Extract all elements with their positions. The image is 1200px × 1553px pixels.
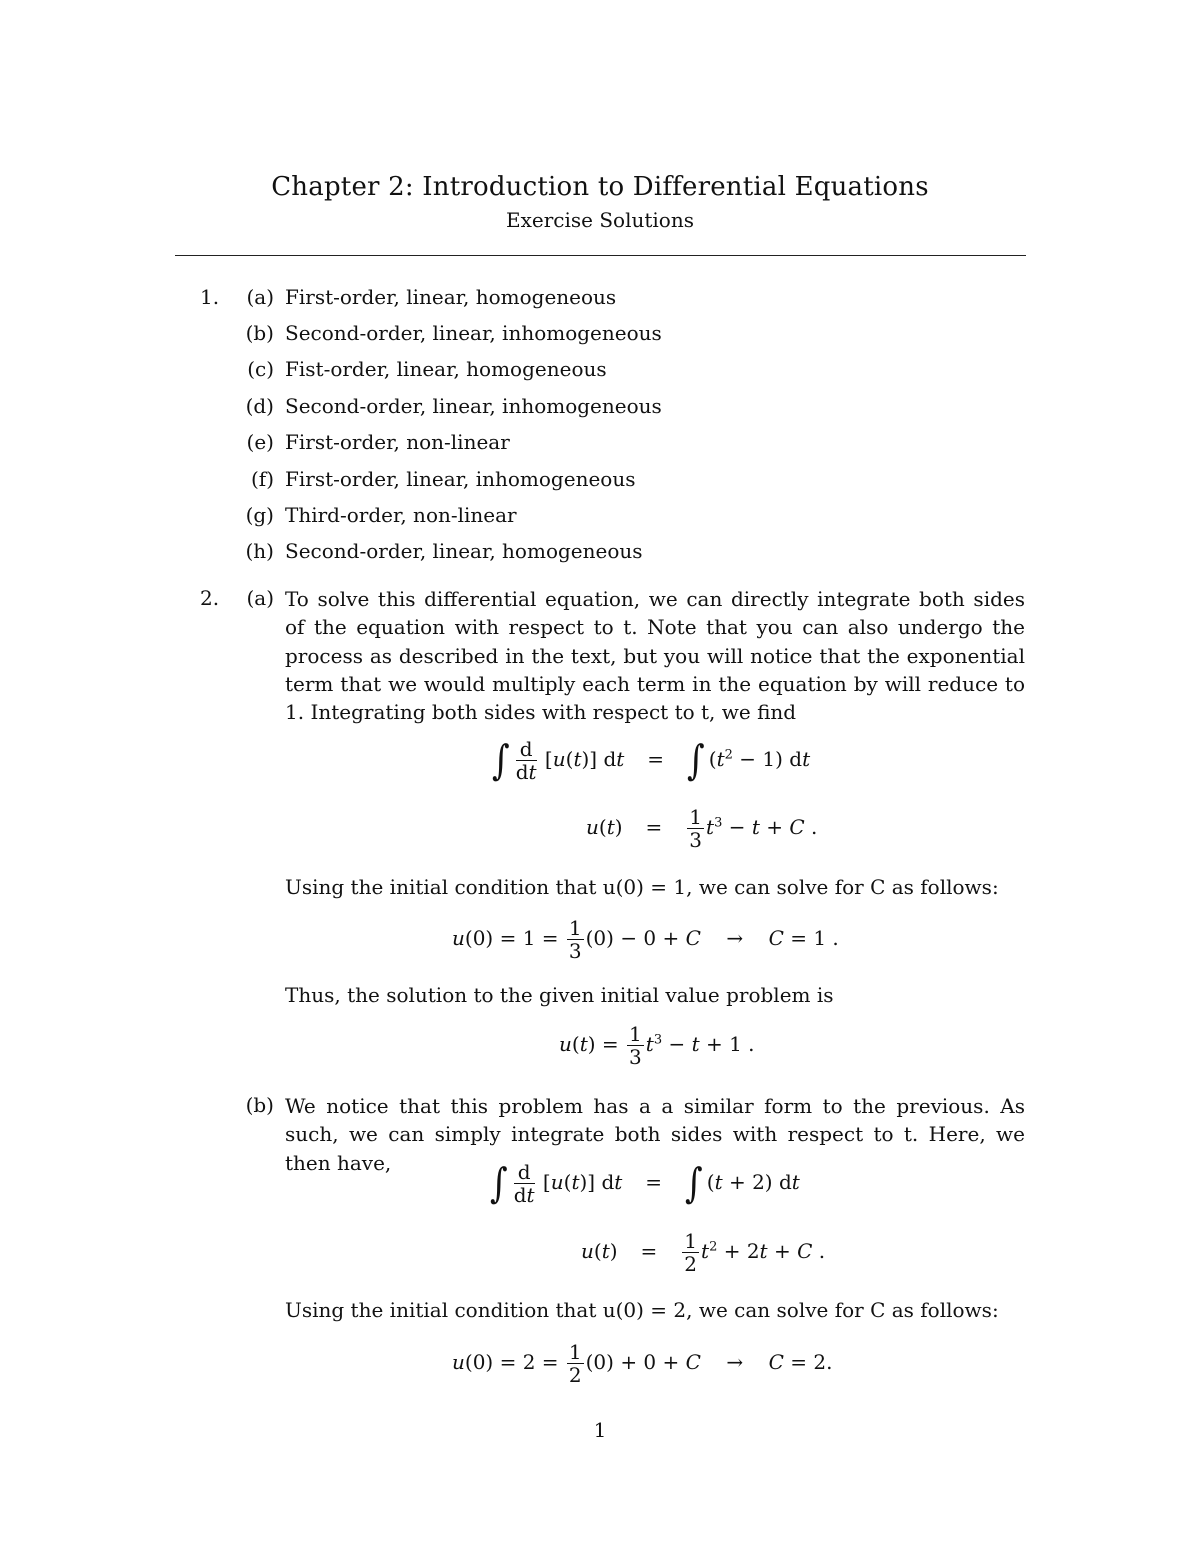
equation-final-solution-a: u(t) = $\frac{1}{3}$ $t^3 - t + 1$ .	[559, 1022, 755, 1069]
page-number: 1	[593, 1418, 607, 1442]
item-text: First-order, non-linear	[285, 430, 510, 454]
item-text: Third-order, non-linear	[285, 503, 517, 527]
item-text: Second-order, linear, homogeneous	[285, 539, 643, 563]
item-text: First-order, linear, homogeneous	[285, 285, 617, 309]
equation-initial-condition-a: u(0) = 1 = $\frac{1}{3}$ (0) − 0 + C → C = 1 .	[452, 916, 839, 963]
item-label: (f)	[250, 467, 274, 491]
paragraph: Thus, the solution to the given initial value problem is	[285, 983, 834, 1007]
equation-initial-condition-b: u(0) = 2 = $\frac{1}{2}$ (0) + 0 + C → C = 2.	[452, 1340, 833, 1387]
paragraph: We notice that this problem has a a similar form to the previous. As such, we can simply integrate both sides with respect to t. Here, we then have,	[285, 1094, 1025, 1175]
item-label: (b)	[245, 321, 274, 345]
question-number-2: 2.	[200, 586, 220, 610]
item-label: (d)	[245, 394, 274, 418]
item-label: (h)	[245, 539, 274, 563]
document-subtitle: Exercise Solutions	[506, 208, 694, 232]
item-label: (b)	[245, 1093, 274, 1117]
equation-integral-b: ∫ $\frac{d}{dt}$ [u(t)] dt = ∫ (t + 2) dt	[490, 1159, 800, 1208]
item-text: First-order, linear, inhomogeneous	[285, 467, 636, 491]
paragraph: To solve this differential equation, we can directly integrate both sides of the equation with respect to t. Note that you can also undergo the process as described in the text, but you will notice that the exponential term that we would multiply each term in the equation by will reduce to 1. Integrating both sides with respect to t, we find	[285, 587, 1025, 725]
item-text: Second-order, linear, inhomogeneous	[285, 394, 662, 418]
paragraph: Using the initial condition that u(0) = 1, we can solve for C as follows:	[285, 875, 999, 899]
item-label: (a)	[246, 285, 274, 309]
equation-solution-general-a: u(t) = $\frac{1}{3}$ $t^3 - t + C$ .	[586, 805, 818, 852]
equation-integral-a: ∫ $\frac{d}{dt}$ [u(t)] dt = ∫ $(t^2 - 1)$ dt	[492, 736, 811, 785]
equation-solution-general-b: u(t) = $\frac{1}{2}$ $t^2 + 2t + C$ .	[581, 1229, 826, 1276]
paragraph: Using the initial condition that u(0) = 2, we can solve for C as follows:	[285, 1298, 999, 1322]
question-number-1: 1.	[200, 285, 220, 309]
item-label: (e)	[246, 430, 274, 454]
item-label: (a)	[246, 586, 274, 610]
item-label: (c)	[247, 357, 274, 381]
item-text: Second-order, linear, inhomogeneous	[285, 321, 662, 345]
item-text: Fist-order, linear, homogeneous	[285, 357, 607, 381]
document-title: Chapter 2: Introduction to Differential Equations	[271, 172, 929, 202]
item-label: (g)	[245, 503, 274, 527]
title-divider	[175, 255, 1026, 256]
